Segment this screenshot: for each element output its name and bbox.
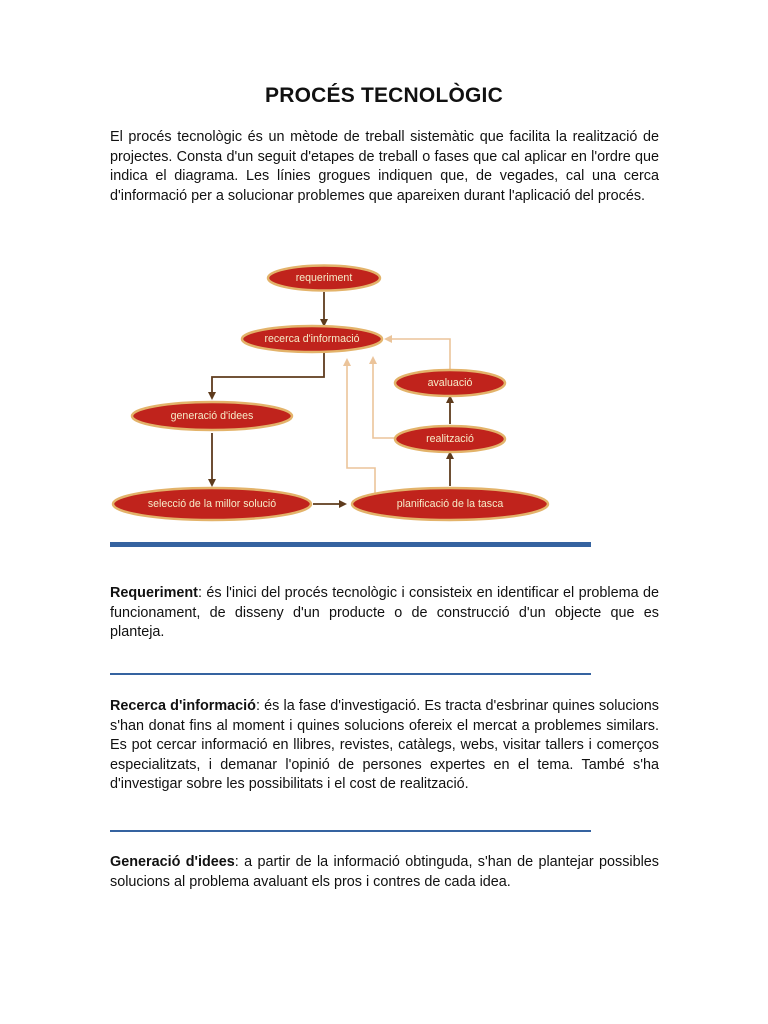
main-arrows	[212, 292, 450, 504]
node-requeriment	[268, 266, 380, 291]
node-label-planificacio: planificació de la tasca	[396, 498, 504, 510]
term-generacio: Generació d'idees	[110, 854, 235, 870]
feedback-arrow-planificacio	[347, 360, 375, 494]
intro-paragraph: El procés tecnològic és un mètode de treball sistemàtic que facilita la realització de projectes. Consta d'un seguit d'etapes de treball o fases que cal aplicar en l'ordre que indica el diagrama. Les línies grogues indiquen que, de vegades, cal una cerca d'informació per a solucionar problemes que apareixen durant l'aplicació del procés.	[110, 129, 659, 204]
term-requeriment: Requeriment	[110, 585, 198, 601]
node-label-seleccio: selecció de la millor solució	[147, 498, 277, 510]
node-label-generacio: generació d'idees	[170, 410, 254, 422]
feedback-arrow-realitzacio	[373, 358, 400, 438]
process-diagram	[100, 255, 580, 535]
section-divider-thick	[110, 542, 591, 547]
term-recerca: Recerca d'informació	[110, 698, 256, 714]
node-label-requeriment: requeriment	[295, 272, 353, 284]
feedback-arrow-avaluacio	[386, 339, 450, 370]
arrow-recerca-generacio	[212, 352, 324, 398]
section-generacio	[110, 853, 659, 892]
node-label-realitzacio: realització	[426, 433, 474, 445]
text-recerca: : és la fase d'investigació. Es tracta d'esbrinar quines solucions s'han donat fins al moment i quines solucions ofereix el mercat a problemes similars. Es pot cercar informació en llibres, revistes, catàlegs, webs, visitar tallers i comerços especialitzats, i demanar l'opinió de persones expertes en el tema. També s'ha d'investigar sobre les possibilitats i el cost de realització.	[110, 698, 659, 793]
node-label-avaluacio: avaluació	[427, 377, 473, 389]
section-divider	[110, 673, 591, 675]
node-realitzacio	[395, 426, 505, 452]
text-generacio: : a partir de la informació obtinguda, s'han de plantejar possibles solucions al problema avaluant els pros i contres de cada idea.	[110, 854, 659, 890]
node-label-recerca: recerca d'informació	[264, 333, 360, 345]
section-requeriment	[110, 584, 659, 643]
page-title: PROCÉS TECNOLÒGIC	[265, 84, 503, 107]
node-avaluacio	[395, 370, 505, 396]
section-recerca	[110, 697, 659, 795]
node-recerca	[242, 326, 382, 352]
node-generacio	[132, 402, 292, 430]
text-requeriment: : és l'inici del procés tecnològic i consisteix en identificar el problema de funcionament, de disseny d'un producte o de construcció d'un objecte que es planteja.	[110, 585, 659, 641]
section-divider	[110, 830, 591, 832]
feedback-arrows	[347, 339, 450, 494]
node-planificacio	[352, 488, 548, 520]
node-seleccio	[113, 488, 311, 520]
